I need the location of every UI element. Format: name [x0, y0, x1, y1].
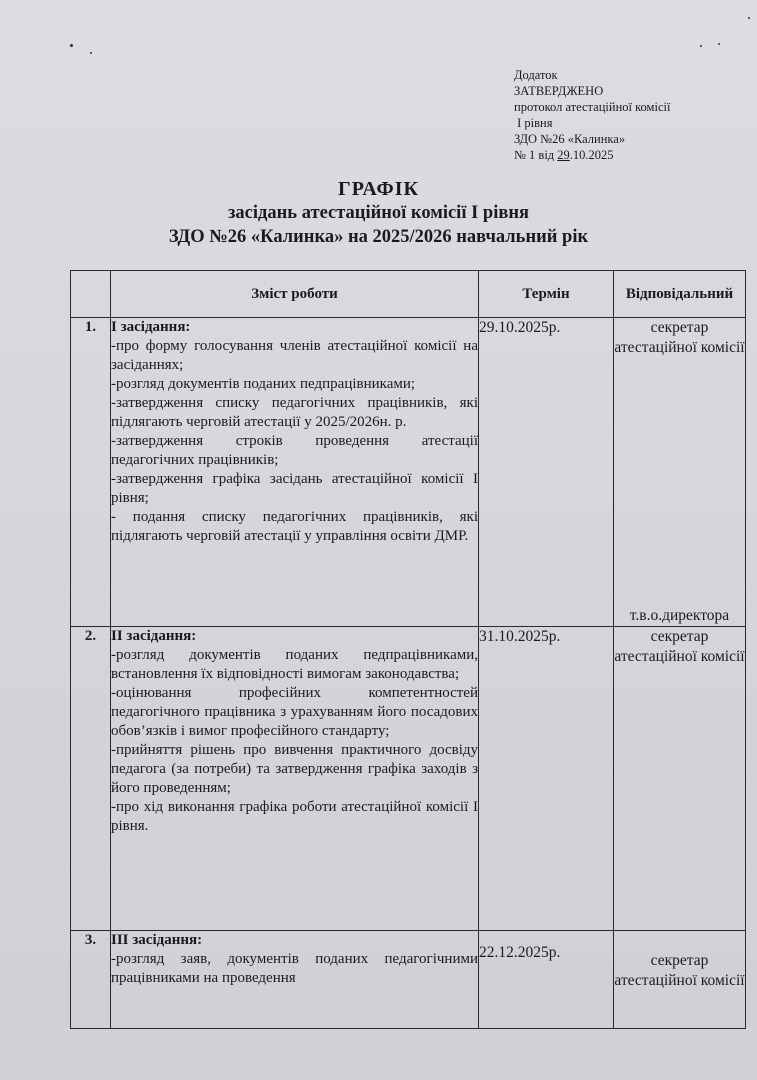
- responsible-text: секретар атестаційної комісії: [614, 628, 745, 665]
- schedule-table: [70, 270, 746, 1029]
- meeting-heading: І засідання:: [111, 319, 191, 335]
- paper-speck: [700, 45, 702, 47]
- responsible-extra: т.в.о.директора: [629, 607, 730, 624]
- work-item: -оцінювання професійних компетентностей педагогічного працівника з урахуванням його посадових обов’язків і вимог професійного стандарту;: [111, 685, 478, 739]
- approval-date-line: [514, 147, 714, 163]
- approval-line: ЗАТВЕРДЖЕНО: [514, 84, 604, 98]
- approval-date-prefix: № 1 від: [514, 148, 558, 162]
- row-responsible: [614, 627, 746, 931]
- approval-line: протокол атестаційної комісії: [514, 100, 671, 114]
- approval-block: [514, 67, 714, 163]
- work-item: -розгляд документів поданих педпрацівниками;: [111, 376, 416, 392]
- document-title: [0, 176, 757, 249]
- header-work: Зміст роботи: [111, 271, 479, 318]
- meeting-heading: ІІ засідання:: [111, 628, 197, 644]
- header-responsible: Відповідальний: [614, 271, 746, 318]
- work-item: -затвердження списку педагогічних працівників, які підлягають черговій атестації у 2025/2026н. р.: [111, 395, 478, 430]
- work-item: -розгляд документів поданих педпрацівниками, встановлення їх відповідності вимогам законодавства;: [111, 647, 478, 682]
- header-term: Термін: [479, 271, 614, 318]
- responsible-text: секретар атестаційної комісії: [614, 952, 745, 989]
- work-item: -про хід виконання графіка роботи атестаційної комісії І рівня.: [111, 799, 478, 834]
- approval-date-day: 29: [557, 148, 570, 162]
- row-number: 2.: [71, 627, 111, 931]
- row-work: [111, 931, 479, 1029]
- approval-line: Додаток: [514, 68, 558, 82]
- approval-line: І рівня: [514, 116, 553, 130]
- table-header-row: [71, 271, 746, 318]
- row-number: 3.: [71, 931, 111, 1029]
- row-number: 1.: [71, 318, 111, 627]
- approval-line: ЗДО №26 «Калинка»: [514, 132, 626, 146]
- table-row: [71, 931, 746, 1029]
- approval-date-rest: .10.2025: [569, 148, 614, 162]
- row-responsible: [614, 931, 746, 1029]
- work-item: -затвердження графіка засідань атестаційної комісії І рівня;: [111, 471, 478, 506]
- work-item: -розгляд заяв, документів поданих педагогічними працівниками на проведення: [111, 951, 478, 986]
- title-line-3: ЗДО №26 «Калинка» на 2025/2026 навчальний рік: [168, 227, 589, 247]
- row-term: 22.12.2025р.: [479, 931, 614, 1029]
- work-item: -затвердження строків проведення атестації педагогічних працівників;: [111, 433, 478, 468]
- title-line-2: засідань атестаційної комісії І рівня: [228, 203, 529, 223]
- row-term: 29.10.2025р.: [479, 318, 614, 627]
- meeting-heading: ІІІ засідання:: [111, 932, 203, 948]
- paper-speck: [748, 17, 750, 19]
- row-responsible: [614, 318, 746, 627]
- paper-speck: [90, 52, 92, 54]
- responsible-text: секретар атестаційної комісії: [614, 319, 745, 356]
- table-row: [71, 627, 746, 931]
- table-row: [71, 318, 746, 627]
- row-term: 31.10.2025р.: [479, 627, 614, 931]
- work-item: -про форму голосування членів атестаційної комісії на засіданнях;: [111, 338, 478, 373]
- paper-speck: [70, 44, 73, 47]
- paper-speck: [718, 43, 720, 45]
- work-item: - подання списку педагогічних працівників, які підлягають черговій атестації у управління освіти ДМР.: [111, 509, 478, 544]
- row-work: [111, 627, 479, 931]
- work-item: -прийняття рішень про вивчення практичного досвіду педагога (за потреби) та затвердження графіка заходів з його проведенням;: [111, 742, 478, 796]
- header-num: [71, 271, 111, 318]
- row-work: [111, 318, 479, 627]
- title-line-1: ГРАФІК: [337, 178, 420, 200]
